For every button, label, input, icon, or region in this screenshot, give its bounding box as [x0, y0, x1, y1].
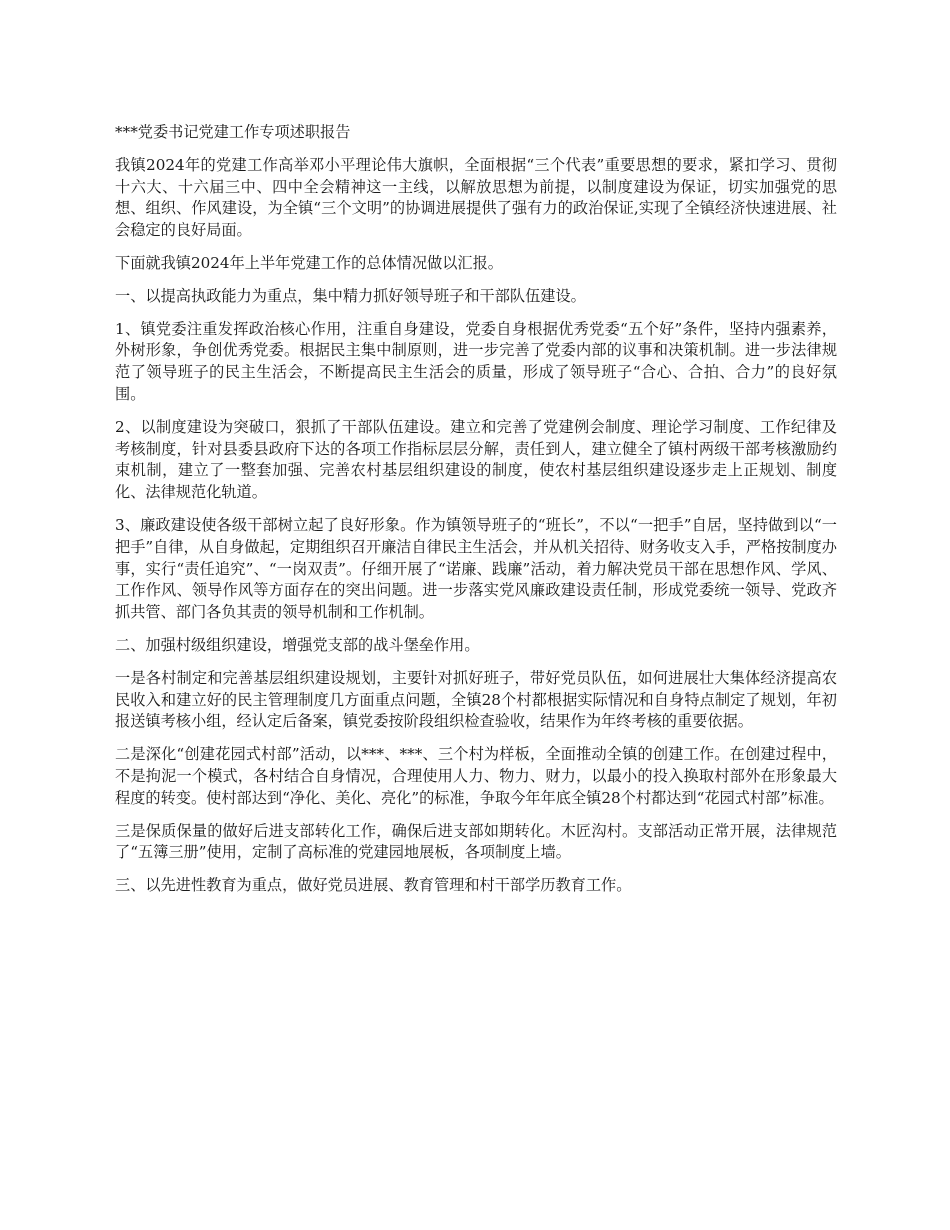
- section-heading-1: 一、以提高执政能力为重点，集中精力抓好领导班子和干部队伍建设。: [115, 286, 586, 305]
- paragraph-intro: 我镇2024年的党建工作高举邓小平理论伟大旗帜，全面根据“三个代表”重要思想的要求，紧扣学习、贯彻十六大、十六届三中、四中全会精神这一主线，以解放思想为前提，以制度建设为保证，切实加强党的思想、组织、作风建设，为全镇“三个文明”的协调进展提供了强有力的政治保证,实现了全镇经济快速进展、社会稳定的良好局面。: [115, 155, 837, 240]
- section-heading-3: 三、以先进性教育为重点，做好党员进展、教育管理和村干部学历教育工作。: [115, 876, 632, 895]
- paragraph-item-3: 3、廉政建设使各级干部树立起了良好形象。作为镇领导班子的“班长”，不以“一把手”自居，坚持做到以“一把手”自律，从自身做起，定期组织召开廉洁自律民主生活会，并从机关招待、财务收支入手，严格按制度办事，实行“责任追究”、“一岗双责”。仔细开展了“诺廉、践廉”活动，着力解决党员干部在思想作风、学风、工作作风、领导作风等方面存在的突出问题。进一步落实党风廉政建设责任制，形成党委统一领导、党政齐抓共管、部门各负其责的领导机制和工作机制。: [115, 515, 837, 622]
- paragraph-item-2: 2、以制度建设为突破口，狠抓了干部队伍建设。建立和完善了党建例会制度、理论学习制度、工作纪律及考核制度，针对县委县政府下达的各项工作指标层层分解，责任到人，建立健全了镇村两级干部考核激励约束机制，建立了一整套加强、完善农村基层组织建设的制度，使农村基层组织建设逐步走上正规划、制度化、法律规范化轨道。: [115, 417, 837, 502]
- document-body: [115, 122, 837, 908]
- paragraph-summary-lead: 下面就我镇2024年上半年党建工作的总体情况做以汇报。: [115, 253, 503, 272]
- section-heading-2: 二、加强村级组织建设，增强党支部的战斗堡垒作用。: [115, 635, 480, 654]
- paragraph-point-2: 二是深化“创建花园式村部”活动，以***、***、三个村为样板，全面推动全镇的创建工作。在创建过程中，不是拘泥一个模式，各村结合自身情况，合理使用人力、物力、财力，以最小的投入换取村部外在形象最大程度的转变。使村部达到“净化、美化、亮化”的标准，争取今年年底全镇28个村都达到“花园式村部”标准。: [115, 745, 837, 807]
- paragraph-item-1: 1、镇党委注重发挥政治核心作用，注重自身建设，党委自身根据优秀党委“五个好”条件，坚持内强素养，外树形象，争创优秀党委。根据民主集中制原则，进一步完善了党委内部的议事和决策机制。进一步法律规范了领导班子的民主生活会，不断提高民主生活会的质量，形成了领导班子“合心、合拍、合力”的良好氛围。: [115, 319, 837, 403]
- paragraph-point-3: 三是保质保量的做好后进支部转化工作，确保后进支部如期转化。木匠沟村。支部活动正常开展，法律规范了“五簿三册”使用，定制了高标准的党建园地展板，各项制度上墙。: [115, 821, 837, 862]
- document-title: ***党委书记党建工作专项述职报告: [115, 123, 351, 141]
- paragraph-point-1: 一是各村制定和完善基层组织建设规划，主要针对抓好班子，带好党员队伍，如何进展壮大集体经济提高农民收入和建立好的民主管理制度几方面重点问题，全镇28个村都根据实际情况和自身特点制定了规划，年初报送镇考核小组，经认定后备案，镇党委按阶段组织检查验收，结果作为年终考核的重要依据。: [115, 668, 837, 731]
